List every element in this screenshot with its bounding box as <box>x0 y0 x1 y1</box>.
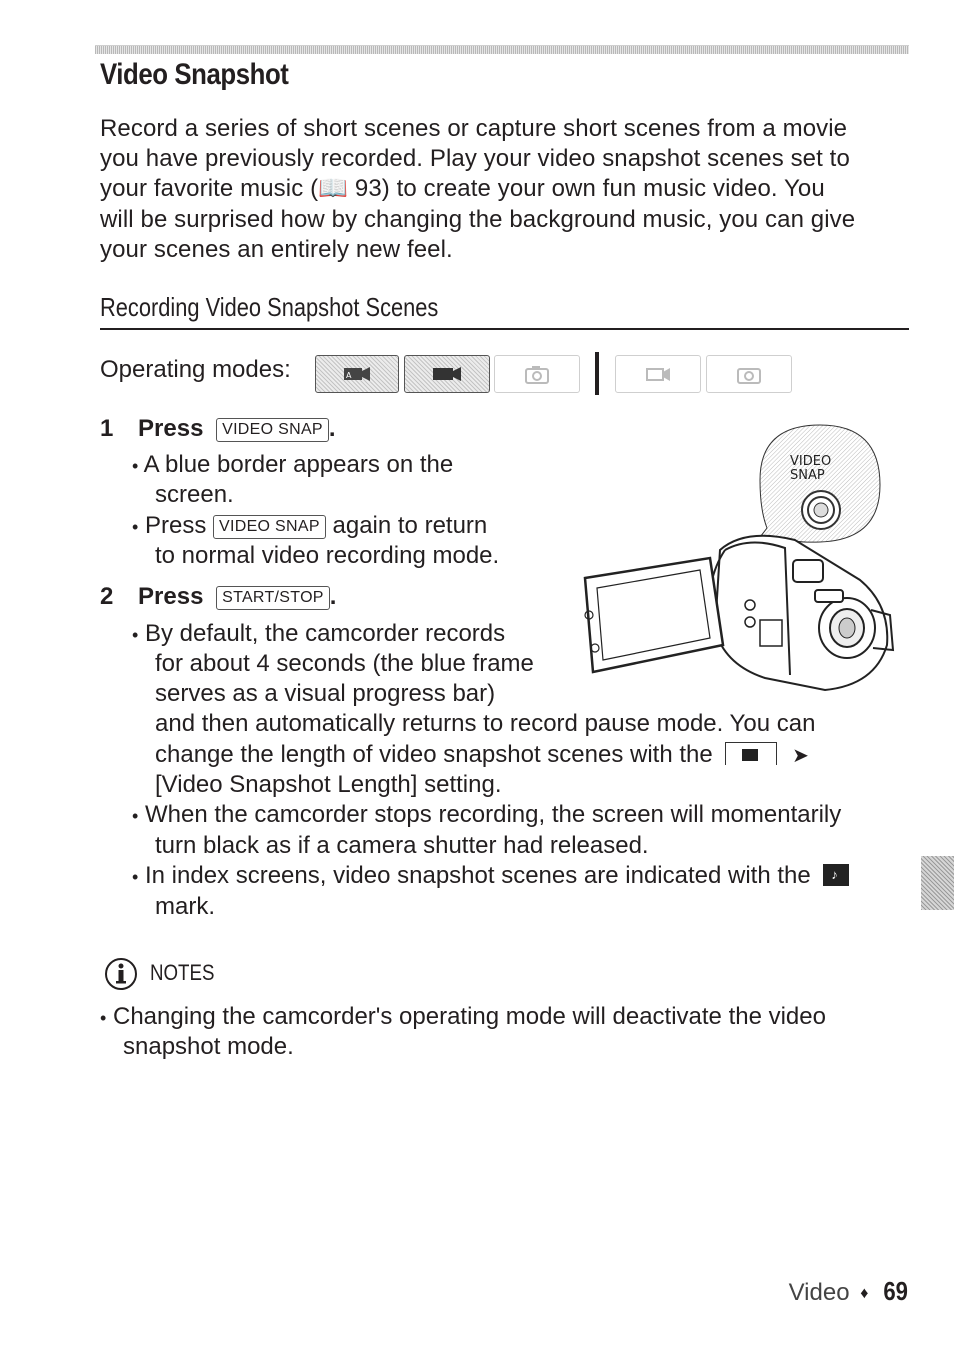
video-mode-icon <box>404 355 490 393</box>
bullet-text: A blue border appears on the <box>143 451 454 478</box>
bullet-text: screen. <box>155 481 234 508</box>
photo-mode-icon <box>494 355 580 393</box>
operating-modes-label: Operating modes: <box>100 356 291 383</box>
bullet-text: turn black as if a camera shutter had released. <box>155 832 649 859</box>
intro-line: your scenes an entirely new feel. <box>100 236 453 263</box>
section-title: Recording Video Snapshot Scenes <box>100 292 439 322</box>
bullet-text: When the camcorder stops recording, the screen will momentarily <box>144 801 842 828</box>
bullet-text: Press <box>144 512 207 539</box>
note-text: Changing the camcorder's operating mode will deactivate the video <box>112 1003 826 1030</box>
bullet-text: and then automatically returns to record pause mode. You can <box>155 710 816 737</box>
step-verb: Press <box>138 583 204 610</box>
bullet-text: to normal video recording mode. <box>155 542 500 569</box>
bullet-item: • A blue border appears on the <box>132 451 454 478</box>
page-number: 69 <box>883 1276 908 1306</box>
intro-line: you have previously recorded. Play your video snapshot scenes set to <box>100 145 850 172</box>
step-number: 1 <box>100 415 114 442</box>
playback-video-mode-icon <box>615 355 701 393</box>
notes-heading: NOTES <box>150 960 215 985</box>
mode-separator <box>595 352 599 395</box>
page-title: Video Snapshot <box>100 58 289 91</box>
bullet-text <box>155 740 809 772</box>
playback-photo-mode-icon <box>706 355 792 393</box>
video-label: VIDEO <box>790 454 832 469</box>
svg-text:A: A <box>346 371 352 380</box>
step-verb: Press <box>138 415 204 442</box>
bullet-text: serves as a visual progress bar) <box>155 680 496 707</box>
auto-mode-icon <box>315 355 399 393</box>
menu-icon <box>725 742 777 765</box>
step-suffix: . <box>329 583 337 610</box>
start-stop-key: START/STOP <box>216 586 330 610</box>
bullet-item: • Press VIDEO SNAP again to return <box>132 512 488 539</box>
intro-line: Record a series of short scenes or capture short scenes from a movie <box>100 115 848 142</box>
step-2 <box>100 583 336 611</box>
bullet-text: In index screens, video snapshot scenes are indicated with the <box>144 862 811 889</box>
footer-separator: ♦ <box>860 1285 869 1302</box>
bullet-text: By default, the camcorder records <box>144 620 506 647</box>
video-snap-key: VIDEO SNAP <box>216 418 329 442</box>
bullet-text: again to return <box>332 512 488 539</box>
camcorder-illustration <box>575 410 905 700</box>
bullet-text: [Video Snapshot Length] setting. <box>155 771 502 798</box>
step-suffix: . <box>328 415 336 442</box>
step-number: 2 <box>100 583 114 610</box>
snap-label: SNAP <box>790 468 825 483</box>
bullet-text: for about 4 seconds (the blue frame <box>155 650 534 677</box>
page-footer <box>789 1276 908 1307</box>
step-1 <box>100 415 336 443</box>
intro-line: will be surprised how by changing the background music, you can give <box>100 206 856 233</box>
bullet-item: • When the camcorder stops recording, the screen will momentarily <box>132 801 842 828</box>
video-snap-key: VIDEO SNAP <box>213 515 326 539</box>
bullet-item: • In index screens, video snapshot scenes are indicated with the ♪ <box>132 861 849 893</box>
bullet-text: mark. <box>155 893 215 920</box>
info-icon <box>103 956 139 992</box>
section-rule <box>100 328 909 330</box>
note-text: snapshot mode. <box>123 1033 294 1060</box>
header-tint-bar <box>95 45 909 54</box>
note-item: • Changing the camcorder's operating mode will deactivate the video <box>100 1003 826 1030</box>
bullet-text: change the length of video snapshot scenes with the <box>155 741 713 768</box>
bullet-item: • By default, the camcorder records <box>132 620 506 647</box>
intro-line: your favorite music (📖 93) to create your own fun music video. You <box>100 175 825 202</box>
arrow-icon: ➤ <box>792 745 809 767</box>
chapter-thumb-tab <box>921 856 954 910</box>
footer-section: Video <box>788 1279 850 1306</box>
video-snapshot-mark-icon: ♪ <box>823 864 849 886</box>
